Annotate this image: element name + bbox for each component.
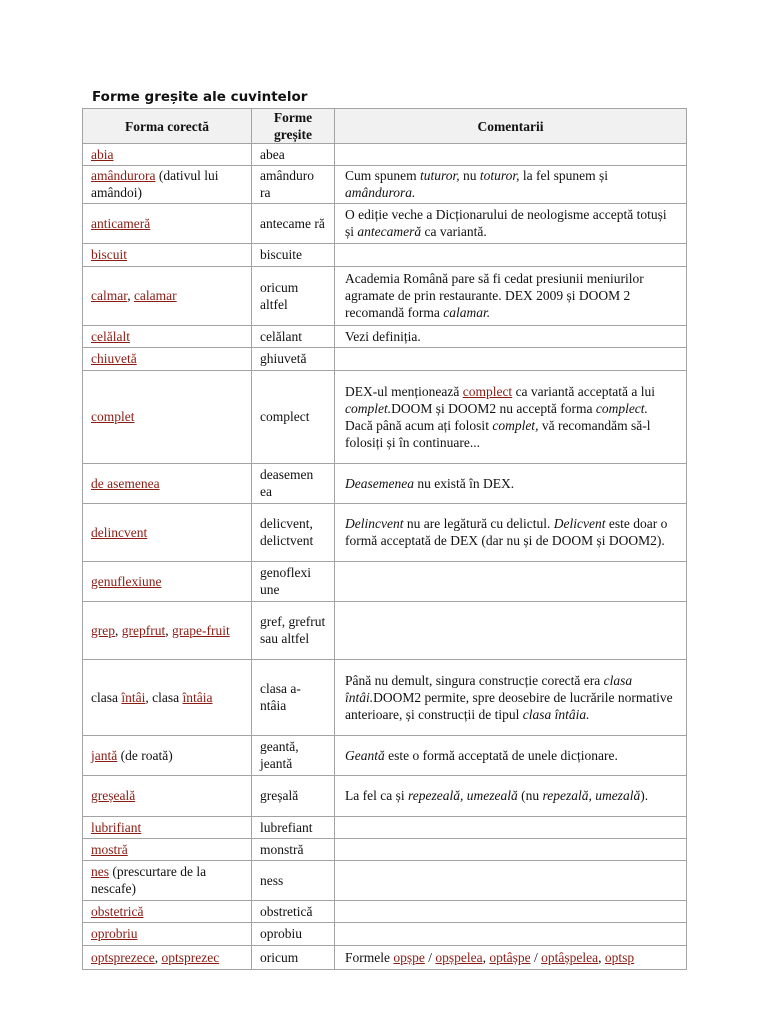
word-link[interactable]: amândurora [91,168,156,183]
wrong-cell: celălant [252,326,335,348]
table-row [83,244,687,267]
wrong-cell: ness [252,861,335,901]
word-link[interactable]: calmar [91,288,128,303]
table-row [83,562,687,602]
table-row [83,817,687,839]
word-link[interactable]: nes [91,864,109,879]
comment-cell [335,901,687,923]
word-link[interactable]: anticameră [91,215,151,231]
table-row [83,326,687,348]
word-link[interactable]: celălalt [91,328,130,344]
comment-cell [335,923,687,946]
comment-cell: Delincvent nu are legătură cu delictul. Delicvent este doar o formă acceptată de DEX (dar nu și de DOOM și DOOM2). [335,504,687,562]
word-note: (dativul lui amândoi) [91,168,219,200]
word-link[interactable]: complet [91,409,135,424]
correct-cell: optsprezece, optsprezec [83,946,252,970]
wrong-cell: obstretică [252,901,335,923]
table-row [83,839,687,861]
table-row [83,776,687,817]
correct-cell [83,562,252,602]
correct-cell [83,839,252,861]
correct-cell [83,371,252,464]
comment-cell: DEX-ul menționează complect ca variantă acceptată a lui complet.DOOM și DOOM2 nu acceptă forma complect. Dacă până acum ați folosit complet, vă recomandăm să-l folosiți și în continuare... [335,371,687,464]
correct-cell [83,204,252,244]
header-comments: Comentarii [335,109,687,144]
wrong-cell: lubrefiant [252,817,335,839]
comment-cell: Geantă este o formă acceptată de unele dicționare. [335,736,687,776]
correct-cell [83,817,252,839]
wrong-cell: clasa a-ntâia [252,660,335,736]
comment-cell [335,348,687,371]
wrong-cell: antecame ră [252,204,335,244]
comment-cell: Formele opșpe / opșpelea, optâșpe / optâșpelea, optsp [335,946,687,970]
word-link[interactable]: grepfrut [121,622,166,638]
wrong-cell: complect [252,371,335,464]
word-link[interactable]: optsp [604,949,635,965]
table-row [83,267,687,326]
wrong-cell: amânduro ra [252,166,335,204]
comment-cell: La fel ca și repezeală, umezeală (nu repezală, umezală). [335,776,687,817]
word-link[interactable]: obstetrică [91,903,144,919]
comment-cell [335,244,687,267]
word-forms-table [82,108,687,970]
word-link[interactable]: greșeală [91,788,136,803]
comment-cell [335,562,687,602]
word-link[interactable]: grep [91,622,115,638]
table-row [83,504,687,562]
page-title: Forme greșite ale cuvintelor [92,89,308,105]
word-link[interactable]: abia [91,146,114,162]
word-link[interactable]: calamar [133,288,177,303]
comment-cell [335,144,687,166]
correct-cell [83,144,252,166]
correct-cell [83,464,252,504]
comment-cell: Academia Română pare să fi cedat presiunii meniurilor agramate de prin restaurante. DEX 2009 și DOOM 2 recomandă forma calamar. [335,267,687,326]
table-row [83,166,687,204]
header-correct-form: Forma corectă [83,109,252,144]
word-link[interactable]: complect [462,383,513,399]
word-link[interactable]: optsprezece [91,949,155,965]
word-link[interactable]: de asemenea [91,475,160,491]
word-link[interactable]: optâșpelea [541,949,599,965]
wrong-cell: delicvent, delictvent [252,504,335,562]
table-row [83,946,687,970]
word-link[interactable]: oprobriu [91,926,138,941]
header-row [83,109,687,144]
word-link[interactable]: opșpe [393,949,425,965]
wrong-cell: greșală [252,776,335,817]
comment-cell [335,817,687,839]
table-row [83,371,687,464]
correct-cell: grep, grepfrut, grape-fruit [83,602,252,660]
comment-cell [335,861,687,901]
table-row [83,144,687,166]
table-row [83,901,687,923]
word-link[interactable]: chiuvetă [91,351,137,366]
correct-cell [83,776,252,817]
word-link[interactable]: optsprezec [161,949,220,965]
correct-cell [83,348,252,371]
wrong-cell: genoflexi une [252,562,335,602]
comment-cell: O ediție veche a Dicționarului de neologisme acceptă totuși și antecameră ca variantă. [335,204,687,244]
table-row [83,204,687,244]
table-row [83,602,687,660]
correct-cell [83,923,252,946]
table-row [83,861,687,901]
wrong-cell: monstră [252,839,335,861]
wrong-cell: geantă, jeantă [252,736,335,776]
wrong-cell: deasemen ea [252,464,335,504]
word-link[interactable]: optâșpe [489,949,531,965]
correct-cell: jantă (de roată) [83,736,252,776]
word-link[interactable]: biscuit [91,247,127,262]
correct-cell [83,244,252,267]
wrong-cell: oprobiu [252,923,335,946]
table-row [83,736,687,776]
correct-cell [83,504,252,562]
comment-cell: Cum spunem tuturor, nu toturor, la fel spunem și amândurora. [335,166,687,204]
word-link[interactable]: genuflexiune [91,573,162,589]
wrong-cell: oricum altfel [252,267,335,326]
correct-cell: nes (prescurtare de la nescafe) [83,861,252,901]
wrong-cell: abea [252,144,335,166]
comment-cell [335,602,687,660]
word-link[interactable]: întâia [182,689,213,705]
word-link[interactable]: opșpelea [435,949,483,965]
correct-cell [83,901,252,923]
comment-cell: Până nu demult, singura construcție corectă era clasa întâi.DOOM2 permite, spre deosebire de lucrările normative anterioare, și construcții de tipul clasa întâia. [335,660,687,736]
table-row [83,660,687,736]
word-link[interactable]: delincvent [91,524,148,540]
wrong-cell: gref, grefrut sau altfel [252,602,335,660]
correct-cell: clasa întâi, clasa întâia [83,660,252,736]
table-row [83,348,687,371]
word-link[interactable]: lubrifiant [91,819,142,835]
comment-cell: Deasemenea nu există în DEX. [335,464,687,504]
word-link[interactable]: întâi [121,689,146,705]
table-row [83,464,687,504]
word-link[interactable]: mostră [91,841,128,857]
comment-cell: Vezi definiția. [335,326,687,348]
word-link[interactable]: grape-fruit [171,622,230,638]
correct-cell [83,326,252,348]
header-wrong-forms: Forme greșite [252,109,335,144]
correct-cell [83,166,252,204]
correct-cell: calmar, calamar [83,267,252,326]
wrong-cell: ghiuvetă [252,348,335,371]
comment-cell [335,839,687,861]
wrong-cell: oricum [252,946,335,970]
word-link[interactable]: jantă [91,747,118,763]
wrong-cell: biscuite [252,244,335,267]
table-row [83,923,687,946]
